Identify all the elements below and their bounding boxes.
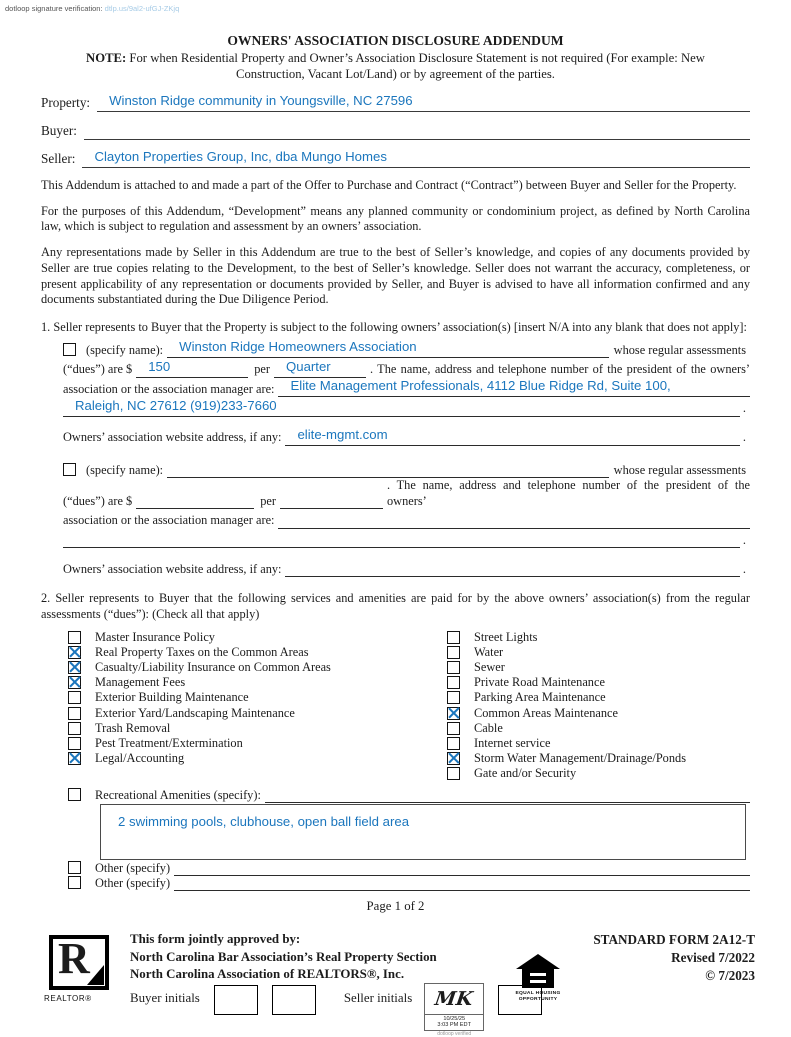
services-column-left (68, 630, 447, 782)
assoc2-checkbox[interactable] (63, 463, 76, 476)
assoc2-manager-row (63, 509, 750, 529)
form-name: STANDARD FORM 2A12-T (593, 932, 755, 947)
paragraph-development: For the purposes of this Addendum, “Development” means any planned community or condominium project, as defined by North Carolina law, which is subject to regulation and assessment by an owners’ association. (41, 203, 750, 234)
assoc1-checkbox[interactable] (63, 343, 76, 356)
service-label: Real Property Taxes on the Common Areas (95, 644, 309, 659)
service-item (68, 660, 447, 675)
assoc2-website-value[interactable] (285, 574, 299, 576)
other-row-2 (68, 876, 750, 892)
assoc2-whose-label: whose regular assessments (613, 462, 746, 477)
property-row (41, 92, 750, 112)
association-block-1 (63, 339, 750, 417)
buyer-initials-label: Buyer initials (130, 991, 200, 1005)
property-field[interactable] (97, 92, 750, 112)
note-text: For when Residential Property and Owner’s Association Disclosure Statement is not required (For example: New Construction, Vacant Lot/Land) or by agreement of the parties. (126, 51, 705, 81)
service-checkbox[interactable] (447, 722, 460, 735)
service-label: Casualty/Liability Insurance on Common Areas (95, 660, 331, 674)
association-block-2 (63, 459, 750, 549)
service-label: Parking Area Maintenance (474, 690, 606, 705)
service-label: Gate and/or Security (474, 766, 577, 781)
service-checkbox[interactable] (68, 737, 81, 750)
assoc2-website-label: Owners’ association website address, if any: (63, 561, 282, 576)
paragraph-representations: Any representations made by Seller in this Addendum are true to the best of Seller’s knowledge, and copies of any documents provided by Seller are true copies relating to the Development, to the best of Seller’s knowledge. Seller does not warrant the accuracy, completeness, or present applicability of any representation or documents provided by Seller, and Buyer is advised to have all information confirmed and any documents substantiated during the Due Diligence Period. (41, 245, 750, 307)
service-checkbox[interactable] (68, 707, 81, 720)
assoc2-name-input[interactable] (167, 461, 609, 478)
services-checklist (68, 630, 750, 782)
services-column-right (447, 630, 750, 782)
assoc1-website-period: . (742, 430, 746, 445)
service-label: Exterior Building Maintenance (95, 690, 249, 705)
equal-housing-logo-icon (514, 954, 562, 1003)
stamp-date: 10/25/25 (443, 1016, 466, 1022)
assoc2-dues-input[interactable] (136, 492, 254, 509)
assoc2-dues-label: (“dues”) are $ (63, 493, 133, 508)
service-label: Common Areas Maintenance (474, 705, 618, 720)
realtor-logo-icon: R (49, 935, 109, 990)
assoc1-name-row (63, 339, 750, 359)
recreational-checkbox[interactable] (68, 788, 81, 801)
other1-input[interactable] (174, 859, 750, 876)
service-item (68, 721, 447, 736)
buyer-initials-box-2[interactable] (272, 985, 316, 1015)
assoc1-dues-value[interactable]: 150 (148, 358, 171, 374)
approved-line-3: North Carolina Association of REALTORS®, Inc. (130, 967, 405, 981)
page-title: OWNERS' ASSOCIATION DISCLOSURE ADDENDUM (227, 33, 564, 48)
recreational-value[interactable]: 2 swimming pools, clubhouse, open ball field area (118, 814, 410, 830)
service-label: Management Fees (95, 675, 186, 690)
assoc2-per-value[interactable] (280, 506, 294, 508)
stamp-initials: MK (433, 988, 475, 1010)
assoc2-dues-row (63, 478, 750, 509)
service-item (447, 705, 750, 720)
service-checkbox[interactable] (447, 707, 460, 720)
service-checkbox[interactable] (447, 661, 460, 674)
assoc2-contact-tail: . The name, address and telephone number of the president of the owners’ (386, 478, 750, 508)
verification-link[interactable]: dtlp.us/9al2-ufGJ-ZKjq (104, 4, 180, 13)
assoc1-dues-input[interactable] (136, 359, 248, 378)
assoc1-per-value[interactable]: Quarter (285, 358, 331, 374)
stamp-time: 3:03 PM EDT (437, 1022, 471, 1029)
assoc1-dues-row (63, 358, 750, 378)
buyer-initials-box-1[interactable] (214, 985, 258, 1015)
note-label: NOTE: (86, 51, 127, 65)
service-label: Internet service (474, 735, 551, 750)
page-number: Page 1 of 2 (366, 899, 425, 913)
initials-row (130, 982, 542, 1037)
section1-intro: 1. Seller represents to Buyer that the Property is subject to the following owners’ association(s) [insert N/A into any blank that does not apply]: (41, 319, 747, 334)
assoc2-name-value[interactable] (167, 475, 181, 477)
service-item (447, 675, 750, 690)
service-item (68, 705, 447, 720)
service-checkbox[interactable] (447, 737, 460, 750)
service-checkbox[interactable] (447, 676, 460, 689)
verification-bar (5, 4, 179, 13)
service-label: Legal/Accounting (95, 751, 185, 766)
assoc1-per-input[interactable] (274, 359, 366, 378)
property-value[interactable]: Winston Ridge community in Youngsville, NC 27596 (109, 93, 413, 108)
service-label: Cable (474, 720, 503, 735)
assoc1-website-input[interactable] (285, 427, 739, 446)
assoc1-contact-tail: . The name, address and telephone number of the president of the owners’ (369, 362, 750, 377)
service-item (68, 736, 447, 751)
stamp-datetime (424, 1015, 484, 1031)
service-label: Street Lights (474, 629, 538, 644)
verification-label: dotloop signature verification: (5, 4, 103, 13)
recreational-line[interactable] (265, 786, 750, 803)
seller-initials-stamp[interactable] (424, 983, 484, 1037)
service-label: Master Insurance Policy (95, 629, 215, 644)
service-item (447, 690, 750, 705)
recreational-label: Recreational Amenities (specify): (95, 788, 261, 803)
note-paragraph (68, 50, 723, 82)
assoc1-manager-input[interactable] (278, 378, 750, 397)
buyer-value[interactable] (84, 137, 98, 139)
other2-label: Other (specify) (95, 876, 171, 891)
buyer-field[interactable] (84, 120, 750, 140)
buyer-row (41, 120, 750, 140)
assoc1-whose-label: whose regular assessments (613, 342, 746, 357)
service-item (447, 660, 750, 675)
assoc2-manager-row2 (63, 529, 750, 549)
form-revised: Revised 7/2022 (671, 950, 755, 965)
seller-label: Seller: (41, 151, 76, 166)
service-checkbox[interactable] (447, 691, 460, 704)
equal-housing-label: EQUAL HOUSING OPPORTUNITY (515, 991, 561, 1002)
assoc2-specify-label: (specify name): (86, 462, 164, 477)
service-checkbox[interactable] (68, 631, 81, 644)
assoc2-per-input[interactable] (280, 492, 383, 509)
service-item (447, 721, 750, 736)
approved-by-block (130, 931, 437, 984)
assoc1-manager-value1[interactable]: Elite Management Professionals, 4112 Blue Ridge Rd, Suite 100, (290, 378, 671, 394)
service-checkbox[interactable] (447, 646, 460, 659)
service-label: Pest Treatment/Extermination (95, 735, 243, 750)
assoc2-manager-input2[interactable] (63, 531, 740, 548)
service-item (447, 766, 750, 781)
assoc2-manager-input[interactable] (278, 512, 750, 529)
service-item (447, 751, 750, 766)
assoc1-manager-input2[interactable] (63, 398, 740, 417)
assoc2-name-row (63, 459, 750, 479)
assoc1-manager-label: association or the association manager are: (63, 381, 275, 396)
service-checkbox[interactable] (68, 691, 81, 704)
assoc2-dues-value[interactable] (136, 506, 150, 508)
service-item (68, 675, 447, 690)
paragraph-attached: This Addendum is attached to and made a part of the Offer to Purchase and Contract (“Contract”) between Buyer and Seller for the Property. (41, 178, 737, 192)
service-checkbox[interactable] (447, 752, 460, 765)
assoc2-manager-label: association or the association manager are: (63, 513, 275, 528)
assoc1-per-label: per (254, 362, 270, 377)
seller-row (41, 148, 750, 168)
assoc2-website-input[interactable] (285, 560, 739, 577)
service-item (68, 645, 447, 660)
service-label: Sewer (474, 660, 505, 674)
service-label: Exterior Yard/Landscaping Maintenance (95, 705, 295, 720)
assoc2-manager-value1[interactable] (278, 526, 292, 528)
service-item (447, 736, 750, 751)
assoc1-dues-label: (“dues”) are $ (63, 362, 133, 377)
assoc1-manager-row2 (63, 397, 750, 417)
service-checkbox[interactable] (447, 767, 460, 780)
party-fields (41, 92, 750, 168)
assoc1-manager-row (63, 378, 750, 398)
service-checkbox[interactable] (68, 646, 81, 659)
assoc2-per-label: per (260, 493, 276, 508)
assoc1-website-value[interactable]: elite-mgmt.com (297, 426, 388, 442)
assoc1-website-label: Owners’ association website address, if any: (63, 430, 282, 445)
recreational-row (68, 786, 750, 803)
assoc1-website-row (63, 426, 750, 446)
recreational-textbox[interactable] (100, 804, 746, 860)
seller-value[interactable]: Clayton Properties Group, Inc, dba Mungo Homes (94, 149, 387, 164)
other2-checkbox[interactable] (68, 876, 81, 889)
seller-field[interactable] (82, 148, 750, 168)
form-footer (0, 928, 791, 1037)
assoc1-name-value[interactable]: Winston Ridge Homeowners Association (179, 339, 417, 355)
assoc1-manager-value2[interactable]: Raleigh, NC 27612 (919)233-7660 (75, 397, 277, 413)
service-item (68, 751, 447, 766)
other1-checkbox[interactable] (68, 861, 81, 874)
approved-line-2: North Carolina Bar Association’s Real Property Section (130, 949, 437, 964)
service-checkbox[interactable] (68, 752, 81, 765)
service-checkbox[interactable] (68, 722, 81, 735)
seller-initials-label: Seller initials (343, 991, 413, 1005)
service-label: Water (474, 644, 504, 659)
service-label: Storm Water Management/Drainage/Ponds (474, 751, 687, 766)
assoc2-website-period: . (742, 561, 746, 576)
service-label: Trash Removal (95, 720, 171, 735)
section2-intro: 2. Seller represents to Buyer that the following services and amenities are paid for by the above owners’ association(s) from the regular assessments (“dues”): (Check all that apply) (41, 591, 750, 621)
assoc1-period: . (742, 401, 746, 416)
service-checkbox[interactable] (447, 631, 460, 644)
form-copyright: © 7/2023 (705, 968, 755, 983)
assoc2-period: . (742, 532, 746, 547)
service-label: Private Road Maintenance (474, 675, 605, 690)
assoc2-website-row (63, 557, 750, 577)
service-checkbox[interactable] (68, 661, 81, 674)
standard-form-block (593, 931, 755, 985)
buyer-label: Buyer: (41, 123, 77, 138)
service-item (68, 690, 447, 705)
other1-label: Other (specify) (95, 860, 171, 875)
service-item (447, 645, 750, 660)
assoc2-manager-value2[interactable] (63, 545, 77, 547)
assoc1-specify-label: (specify name): (86, 342, 164, 357)
other2-input[interactable] (174, 874, 750, 891)
service-checkbox[interactable] (68, 676, 81, 689)
realtor-label: REALTOR® (44, 994, 92, 1003)
service-item (447, 630, 750, 645)
stamp-verified: dotloop verified (437, 1030, 472, 1037)
approved-line-1: This form jointly approved by: (130, 932, 301, 946)
property-label: Property: (41, 95, 91, 110)
stamp-signature-box[interactable] (424, 983, 484, 1015)
assoc1-name-input[interactable] (167, 339, 609, 358)
service-item (68, 630, 447, 645)
